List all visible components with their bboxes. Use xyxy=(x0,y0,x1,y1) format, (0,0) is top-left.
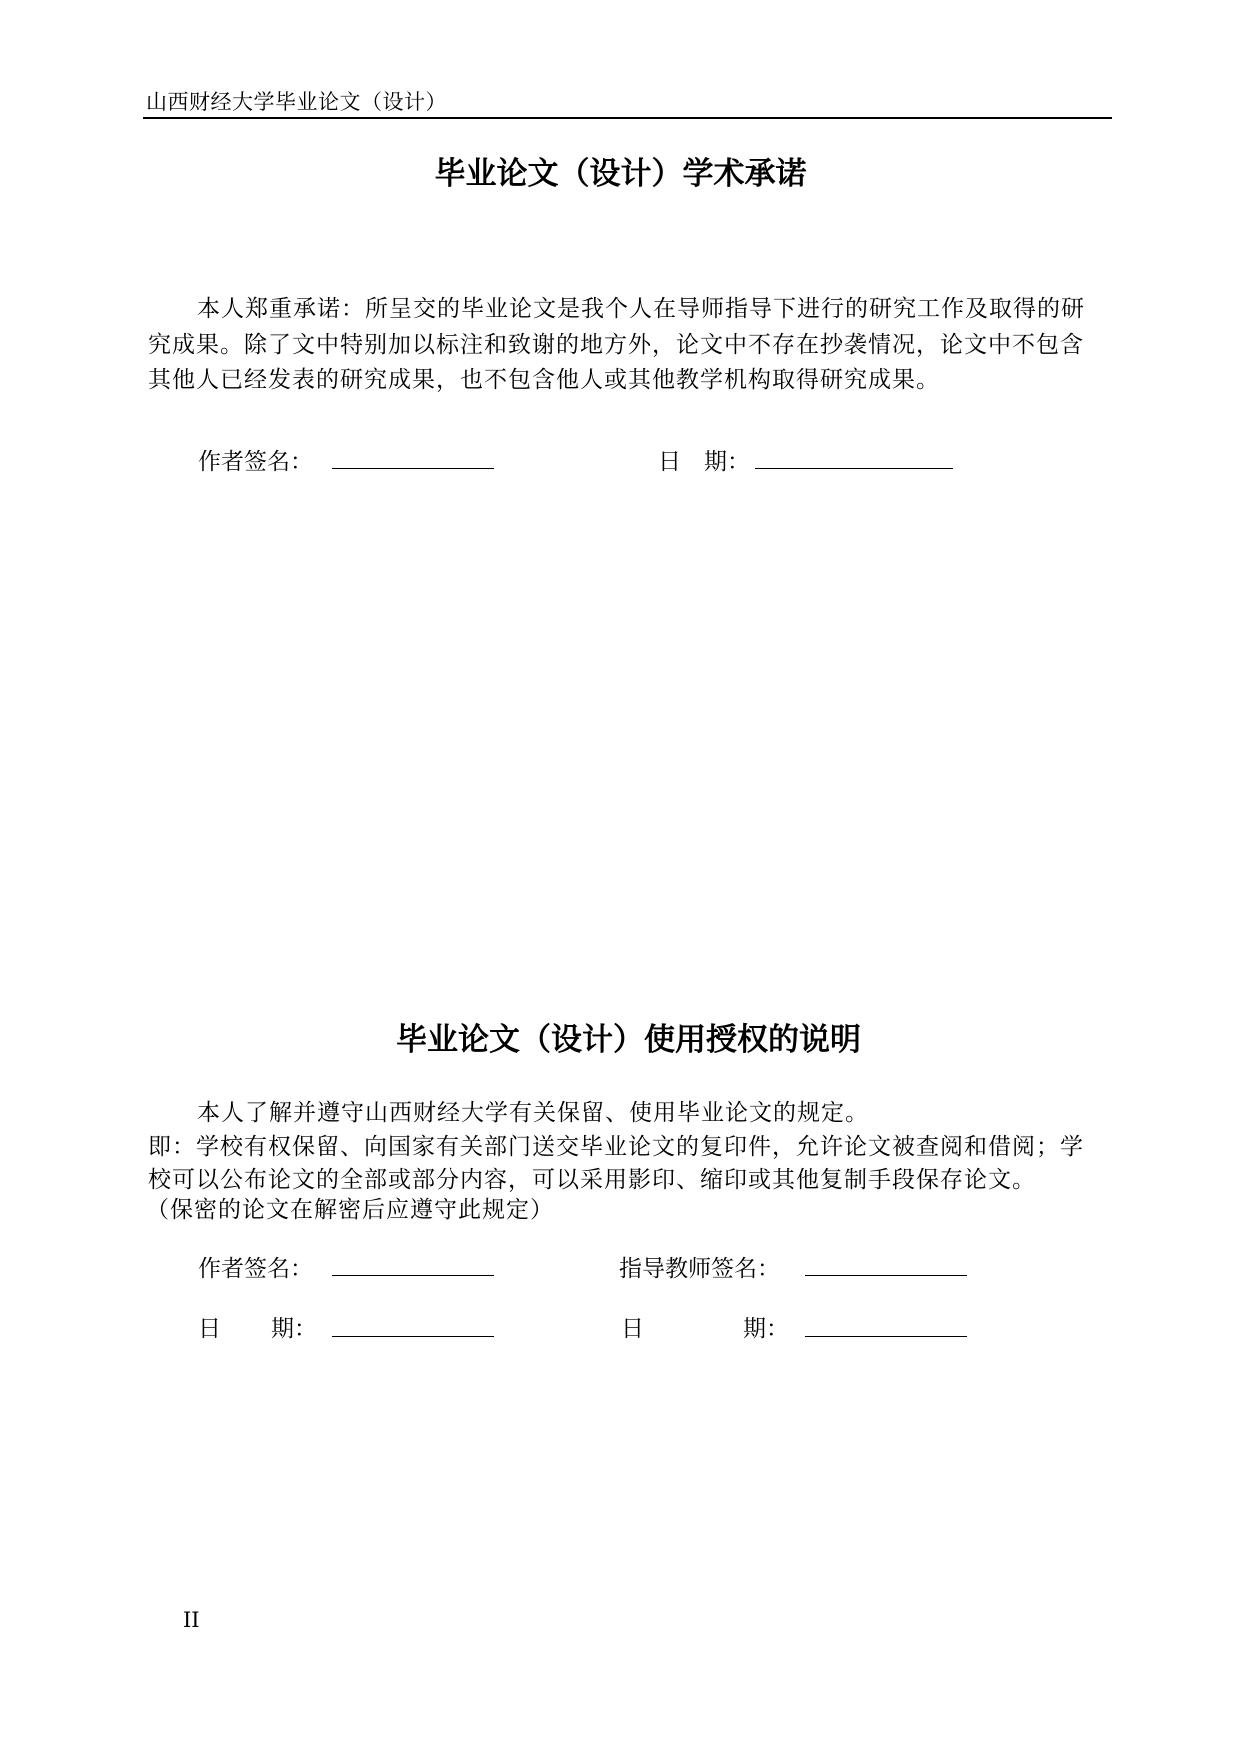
declaration-date-label: 日 期： xyxy=(658,449,750,475)
authorization-date-left-char: 日 xyxy=(198,1316,221,1342)
authorization-author-signature-label: 作者签名： xyxy=(198,1256,313,1282)
declaration-line-3: 其他人已经发表的研究成果，也不包含他人或其他教学机构取得研究成果。 xyxy=(148,367,940,393)
authorization-line-4: （保密的论文在解密后应遵守此规定） xyxy=(146,1197,554,1223)
authorization-date-right-label: 期： xyxy=(743,1316,789,1342)
authorization-line-3: 校可以公布论文的全部或部分内容，可以采用影印、缩印或其他复制手段保存论文。 xyxy=(148,1167,1036,1193)
authorization-date-left-label: 期： xyxy=(271,1316,317,1342)
authorization-advisor-signature-label: 指导教师签名： xyxy=(619,1256,780,1282)
authorization-advisor-signature-line[interactable] xyxy=(805,1275,967,1276)
authorization-line-1: 本人了解并遵守山西财经大学有关保留、使用毕业论文的规定。 xyxy=(197,1100,869,1126)
authorization-line-2: 即：学校有权保留、向国家有关部门送交毕业论文的复印件，允许论文被查阅和借阅；学 xyxy=(148,1134,1084,1160)
declaration-line-2: 究成果。除了文中特别加以标注和致谢的地方外，论文中不存在抄袭情况，论文中不包含 xyxy=(148,332,1084,358)
authorization-author-signature-line[interactable] xyxy=(332,1275,494,1276)
declaration-date-line[interactable] xyxy=(755,468,953,469)
authorization-title: 毕业论文（设计）使用授权的说明 xyxy=(396,1022,861,1058)
declaration-author-signature-label: 作者签名： xyxy=(198,449,313,475)
authorization-date-right-char: 日 xyxy=(621,1316,644,1342)
header-rule xyxy=(143,117,1112,119)
authorization-advisor-date-line[interactable] xyxy=(805,1336,967,1337)
declaration-author-signature-line[interactable] xyxy=(332,468,494,469)
declaration-line-1: 本人郑重承诺：所呈交的毕业论文是我个人在导师指导下进行的研究工作及取得的研 xyxy=(197,296,1085,322)
authorization-author-date-line[interactable] xyxy=(332,1336,494,1337)
declaration-title: 毕业论文（设计）学术承诺 xyxy=(434,156,807,192)
running-header-title: 山西财经大学毕业论文（设计） xyxy=(146,90,447,114)
page-number: II xyxy=(183,1608,200,1632)
